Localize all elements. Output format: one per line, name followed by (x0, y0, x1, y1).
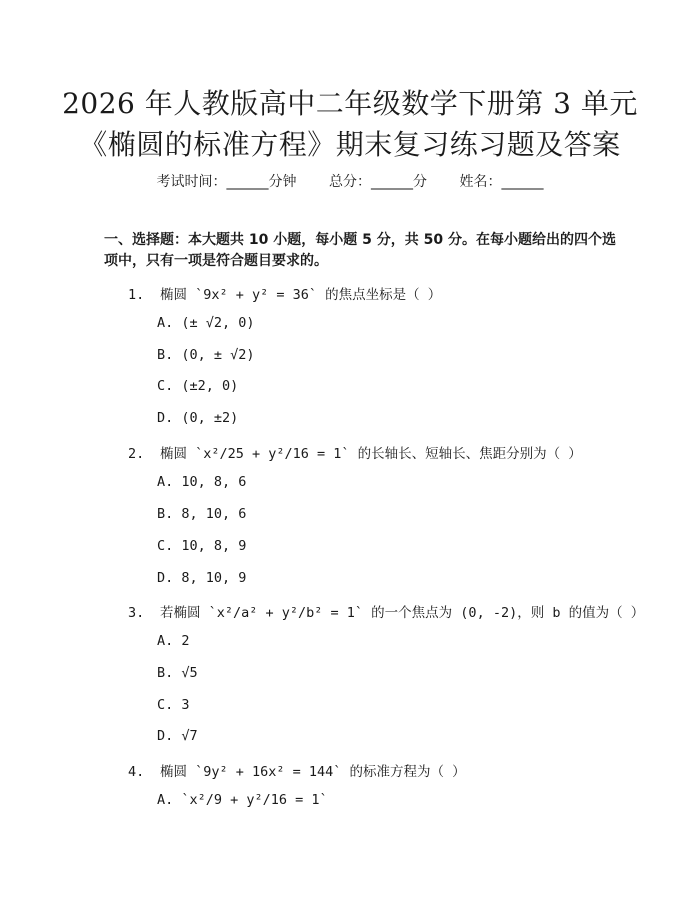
question-number: 1. (128, 287, 145, 303)
question-text: 椭圆 `9x² + y² = 36` 的焦点坐标是（ ） (160, 287, 442, 303)
question-1-option-c: C. (±2, 0) (157, 378, 239, 394)
question-2-option-b: B. 8, 10, 6 (157, 506, 247, 522)
question-1-option-a: A. (± √2, 0) (157, 315, 255, 331)
question-3-option-d: D. √7 (157, 728, 198, 744)
question-4-option-a: A. `x²/9 + y²/16 = 1` (157, 792, 328, 808)
question-text: 椭圆 `9y² + 16x² = 144` 的标准方程为（ ） (160, 764, 466, 780)
question-2-option-a: A. 10, 8, 6 (157, 474, 247, 490)
question-3 (128, 601, 644, 621)
student-name-field: 姓名：______ (459, 174, 544, 190)
question-1-option-d: D. (0, ±2) (157, 410, 239, 426)
total-score-field: 总分：______分 (329, 174, 427, 190)
section-header: 一、选择题：本大题共 10 小题，每小题 5 分，共 50 分。在每小题给出的四个选项中，只有一项是符合题目要求的。 (104, 232, 616, 269)
title-line-1: 2026 年人教版高中二年级数学下册第 3 单元 (62, 87, 638, 120)
question-number: 3. (128, 605, 145, 621)
exam-time-field: 考试时间：______分钟 (156, 174, 297, 190)
question-number: 4. (128, 764, 145, 780)
question-3-option-c: C. 3 (157, 697, 190, 713)
exam-meta (0, 171, 700, 191)
question-text: 椭圆 `x²/25 + y²/16 = 1` 的长轴长、短轴长、焦距分别为（ ） (160, 446, 582, 462)
question-2-option-d: D. 8, 10, 9 (157, 570, 247, 586)
question-4 (128, 760, 466, 780)
question-1-option-b: B. (0, ± √2) (157, 347, 255, 363)
question-3-option-a: A. 2 (157, 633, 190, 649)
question-3-option-b: B. √5 (157, 665, 198, 681)
question-2 (128, 442, 582, 462)
question-text: 若椭圆 `x²/a² + y²/b² = 1` 的一个焦点为 (0, -2)，则 b 的值为（ ） (160, 605, 645, 621)
question-1 (128, 283, 441, 303)
question-2-option-c: C. 10, 8, 9 (157, 538, 247, 554)
question-number: 2. (128, 446, 145, 462)
title-line-2: 《椭圆的标准方程》期末复习练习题及答案 (79, 128, 621, 161)
